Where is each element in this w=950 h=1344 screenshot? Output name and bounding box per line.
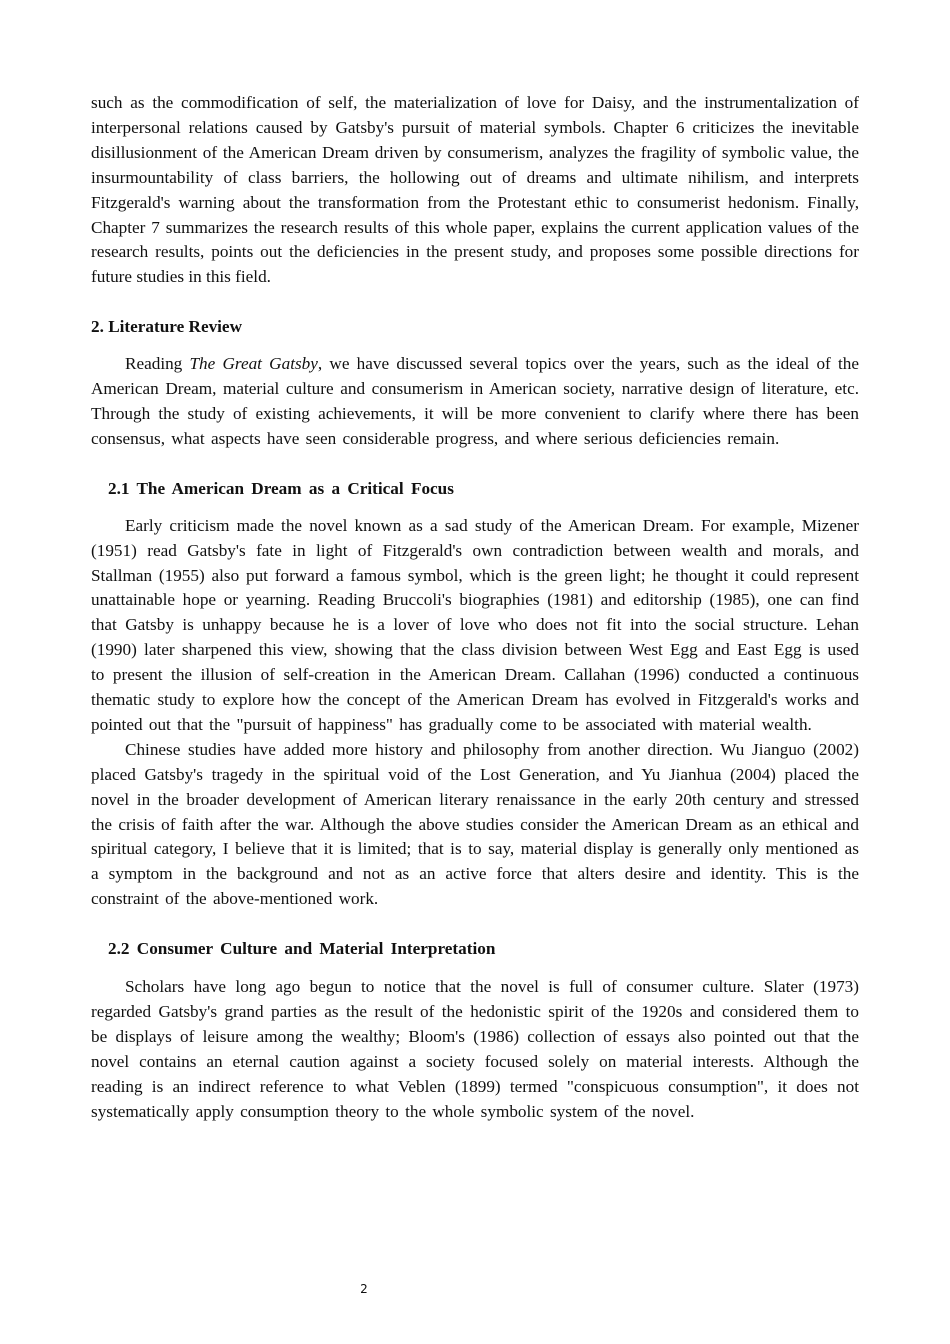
american-dream-paragraph-1: Early criticism made the novel known as a sad study of the American Dream. For example, Mizener (1951) read Gatsby's fate in light of Fitzgerald's own contradiction between wealth and morals, and Stallman (1955) also put forward a famous symbol, which is the green light; he thought it could represent unattainable hope or yearning. Reading Bruccoli's biographies (1981) and editorship (1985), one can find that Gatsby is unhappy because he is a lover of love who does not fit into the social structure. Lehan (1990) later sharpened this view, showing that the class division between West Egg and East Egg is used to present the illusion of self-creation in the American Dream. Callahan (1996) conducted a continuous thematic study to explore how the concept of the American Dream has evolved in Fitzgerald's works and pointed out that the "pursuit of happiness" has gradually come to be associated with material wealth. [91,515,859,734]
page-number: 2 [360,1282,368,1296]
american-dream-paragraph-2: Chinese studies have added more history and philosophy from another direction. Wu Jianguo (2002) placed Gatsby's tragedy in the spiritual void of the Lost Generation, and Yu Jianhua (2004) placed the novel in the broader development of American literary renaissance in the early 20th century and stressed the crisis of faith after the war. Although the above studies consider the American Dream as an ethical and spiritual category, I believe that it is limited; that is to say, material display is generally only mentioned as a symptom in the background and not as an active force that alters desire and identity. This is the constraint of the above-mentioned work. [91,739,859,909]
page-body [91,91,859,1125]
consumer-culture-paragraph: Scholars have long ago begun to notice that the novel is full of consumer culture. Slater (1973) regarded Gatsby's grand parties as the result of the hedonistic spirit of the 1920s and considered them to be displays of leisure among the wealthy; Bloom's (1986) collection of essays also pointed out that the novel contains an eternal caution against a society focused solely on material interests. Although the reading is an indirect reference to what Veblen (1899) termed "conspicuous consumption", it does not systematically apply consumption theory to the whole symbolic system of the novel. [91,977,859,1121]
literature-review-paragraph [91,352,859,452]
section-heading-literature-review: 2. Literature Review [91,317,242,337]
literature-review-rest: , we have discussed several topics over the years, such as the ideal of the American Dream, material culture and consumerism in American society, narrative design of literature, etc. Through the study of existing achievements, it will be more convenient to clarify where there has been consensus, what aspects have seen considerable progress, and where serious deficiencies remain. [91,354,859,448]
intro-paragraph: such as the commodification of self, the materialization of love for Daisy, and the instrumentalization of interpersonal relations caused by Gatsby's pursuit of material symbols. Chapter 6 criticizes the inevitable disillusionment of the American Dream driven by consumerism, analyzes the fragility of symbolic value, the insurmountability of class barriers, the hollowing out of dreams and ultimate nihilism, and interprets Fitzgerald's warning about the transformation from the Protestant ethic to consumerist hedonism. Finally, Chapter 7 summarizes the research results of this whole paper, explains the current application values of the research results, points out the deficiencies in the present study, and proposes some possible directions for future studies in this field. [91,93,859,287]
book-title-italic: The Great Gatsby [189,354,318,374]
literature-review-lead: Reading [125,354,190,374]
subsection-heading-american-dream: 2.1 The American Dream as a Critical Focus [108,478,454,498]
subsection-heading-consumer-culture: 2.2 Consumer Culture and Material Interpretation [108,939,496,959]
